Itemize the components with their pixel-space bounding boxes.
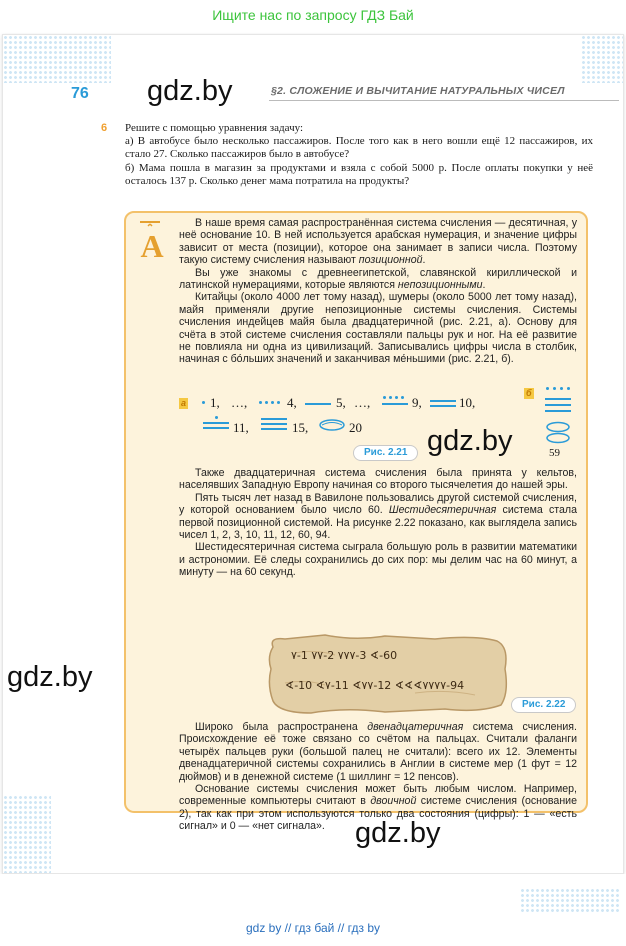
top-banner xyxy=(0,0,626,34)
maya-n11: 11, xyxy=(233,420,249,435)
maya-n9: 9, xyxy=(412,395,422,410)
maya-bar-11b xyxy=(203,427,229,429)
p5-emphasis: Шестидесятеричная xyxy=(388,504,497,517)
maya-ellipsis-1: …, xyxy=(231,395,248,410)
maya-n15: 15, xyxy=(292,420,309,435)
p7b-text: система счисления. Происхождение её тоже связано со счётом на пальцах. Считали фаланги четырёх пальцев руки (большой палец не считали): всего их 12. Элементы двенадцатеричной системы сохранились в Англии в системе мер (1 фут = 12 дюймов) и в денежной системе (1 шиллинг = 12 пенсов). xyxy=(179,721,577,783)
fig2-prefix: Рис. xyxy=(522,699,544,710)
box-paragraph-1: В наше время самая распространённая система счисления — десятичная, у неё основание 10. В ней используется арабская нумерация, и значение цифры зависит от места (позиции), которое она занимает в записи числа. Поэтому такую систему счисления называют позиционной. Вы уже знакомы с древнеегипетской, славянской кириллической и латинской нумерациями, которые являются непозиционными. Китайцы (около 4000 лет тому назад), шумеры (около 5000 лет тому назад), майя применяли другие непозиционные системы счисления. Системы счисления индейцев майя была двадцатеричной (рис. 2.21, а). Основу для счёта в этой системе счисления составляли пальцы рук и ног. На её развитие не повлияла ни одна из цивилизаций. Записывались цифры числа в столбик, начиная с бо́льших значений и заканчивая ме́ньшими (рис. 2.21, б). xyxy=(179,217,577,366)
figure-label-a: а xyxy=(181,398,187,408)
maya-bar-15c xyxy=(261,428,287,430)
maya-bar-10a xyxy=(430,400,456,402)
maya-ellipsis-2: …, xyxy=(354,395,371,410)
fig1-prefix: Рис. xyxy=(364,447,386,458)
icon-letter: А xyxy=(140,228,164,263)
maya-dot-11 xyxy=(215,416,218,419)
maya-col-shell-icon xyxy=(545,421,571,445)
header-divider xyxy=(269,100,619,101)
p8-emphasis: двоичной xyxy=(370,795,417,808)
maya-bar-15a xyxy=(261,418,287,420)
maya-bar-9 xyxy=(382,403,408,405)
dot-pattern-top-right xyxy=(581,35,624,83)
clay-tablet-image xyxy=(265,633,511,715)
p6-text: Шестидесятеричная система сыграла большую роль в развитии математики и астрономии. Её следы сохранились до сих пор: мы делим час на 60 минут, а минуту — на 60 секунд. xyxy=(179,541,577,579)
task-number: 6 xyxy=(101,122,108,134)
watermark-2: gdz.by xyxy=(427,425,513,457)
maya-n5: 5, xyxy=(336,395,346,410)
page-number: 76 xyxy=(71,85,89,102)
p1-text: В наше время самая распространённая система счисления — десятичная, у неё основание 10. В ней используется арабская нумерация, и значение цифры зависит от места (позиции), которое она занимает в записи числа. Поэтому такую систему счисления называют xyxy=(179,217,577,267)
p5b-text: система стала первой позиционной системой. На рисунке 2.22 показано, как выглядела запись чисел 1, 2, 3, 10, 11, 12, 60, 94. xyxy=(179,504,577,542)
dot-pattern-bottom-left xyxy=(3,795,51,874)
figure-caption-2-21 xyxy=(353,445,418,461)
maya-n1: 1, xyxy=(210,395,220,410)
maya-col-dots xyxy=(546,387,570,390)
p8a-text: Основание системы счисления может быть любым числом. Например, современные компьютеры считают в xyxy=(179,783,577,808)
maya-dot-1 xyxy=(202,401,205,404)
p4-text: Также двадцатеричная система счисления была принята у кельтов, населявших Западную Европу начиная со второго тысячелетия до нашей эры. xyxy=(179,467,577,492)
p8b-text: системе счисления (основание 2), так как при этом используются только два состояния (цифры): 1 — «есть сигнал» и 0 — «нет сигнала». xyxy=(179,795,577,833)
footer-links: gdz by // гдз бай // гдз by xyxy=(245,921,381,935)
maya-bar-15b xyxy=(261,423,287,425)
p2-text: Вы уже знакомы с древнеегипетской, славянской кириллической и латинской нумерациями, которые являются xyxy=(179,266,577,292)
box-paragraph-2 xyxy=(179,467,577,579)
p3-text: Китайцы (около 4000 лет тому назад), шумеры (около 5000 лет тому назад), майя применяли другие непозиционные системы счисления. Системы счисления индейцев майя была двадцатеричной (рис. 2.21, а). Основу для счёта в этой системе счисления составляли пальцы рук и ног. На её развитие не повлияла ни одна из цивилизаций. Записывались цифры числа в столбик, начиная с бо́льших значений и заканчивая ме́ньшими (рис. 2.21, б). xyxy=(179,291,577,366)
textbook-page xyxy=(2,34,624,874)
task-text xyxy=(125,122,593,188)
fig2-number: 2.22 xyxy=(545,699,566,710)
maya-dots-9 xyxy=(383,396,404,399)
top-banner-text: Ищите нас по запросу ГДЗ Бай xyxy=(212,7,414,23)
bottom-area xyxy=(0,874,626,946)
letter-a-icon xyxy=(137,219,167,263)
dot-pattern-bottom-right xyxy=(520,888,620,914)
task-a: а) В автобусе было несколько пассажиров. После того как в него вошли ещё 12 пассажиров, их стало 27. Сколько пассажиров было в автобусе? xyxy=(125,135,593,161)
dot-pattern-top-left xyxy=(3,35,111,83)
tablet-row-1: ٧-1 ٧٧-2 ٧٧٧-3 ∢-60 xyxy=(291,649,398,662)
maya-bar-11a xyxy=(203,422,229,424)
figure-label-b: б xyxy=(526,388,532,398)
task-b: б) Мама пошла в магазин за продуктами и взяла с собой 5000 р. После оплаты покупки у неё осталось 137 р. Сколько денег мама потратила на продукты? xyxy=(125,161,593,187)
maya-col-bar-c xyxy=(545,410,571,412)
watermark-1: gdz.by xyxy=(147,75,233,107)
watermark-3: gdz.by xyxy=(7,661,93,693)
p1-emphasis: позиционной xyxy=(358,254,423,267)
watermark-4: gdz.by xyxy=(355,817,441,849)
maya-bar-5 xyxy=(305,403,331,405)
maya-dots-4 xyxy=(259,401,280,404)
maya-shell-icon xyxy=(319,419,345,431)
maya-col-bar-b xyxy=(545,404,571,406)
p7-emphasis: двенадцатеричная xyxy=(367,721,464,733)
fig1-number: 2.21 xyxy=(387,447,408,458)
p7a-text: Широко была распространена xyxy=(195,721,358,733)
p5a-text: Пять тысяч лет назад в Вавилоне пользовались другой системой счисления, у которой основанием было число 60. xyxy=(179,491,577,517)
maya-n59: 59 xyxy=(549,447,560,459)
maya-n4: 4, xyxy=(287,395,297,410)
maya-col-bar-a xyxy=(545,398,571,400)
maya-n20: 20 xyxy=(349,420,362,435)
tablet-row-2: ∢-10 ∢٧-11 ∢٧٧-12 ∢∢∢٧٧٧٧-94 xyxy=(285,679,465,692)
maya-n10: 10, xyxy=(459,395,476,410)
task-intro: Решите с помощью уравнения задачу: xyxy=(125,122,304,134)
section-header: §2. СЛОЖЕНИЕ И ВЫЧИТАНИЕ НАТУРАЛЬНЫХ ЧИСЕЛ xyxy=(271,85,565,97)
figure-caption-2-22 xyxy=(511,697,576,713)
box-paragraph-3 xyxy=(179,721,577,833)
p2-emphasis: непозиционными xyxy=(397,279,483,292)
maya-bar-10b xyxy=(430,405,456,407)
